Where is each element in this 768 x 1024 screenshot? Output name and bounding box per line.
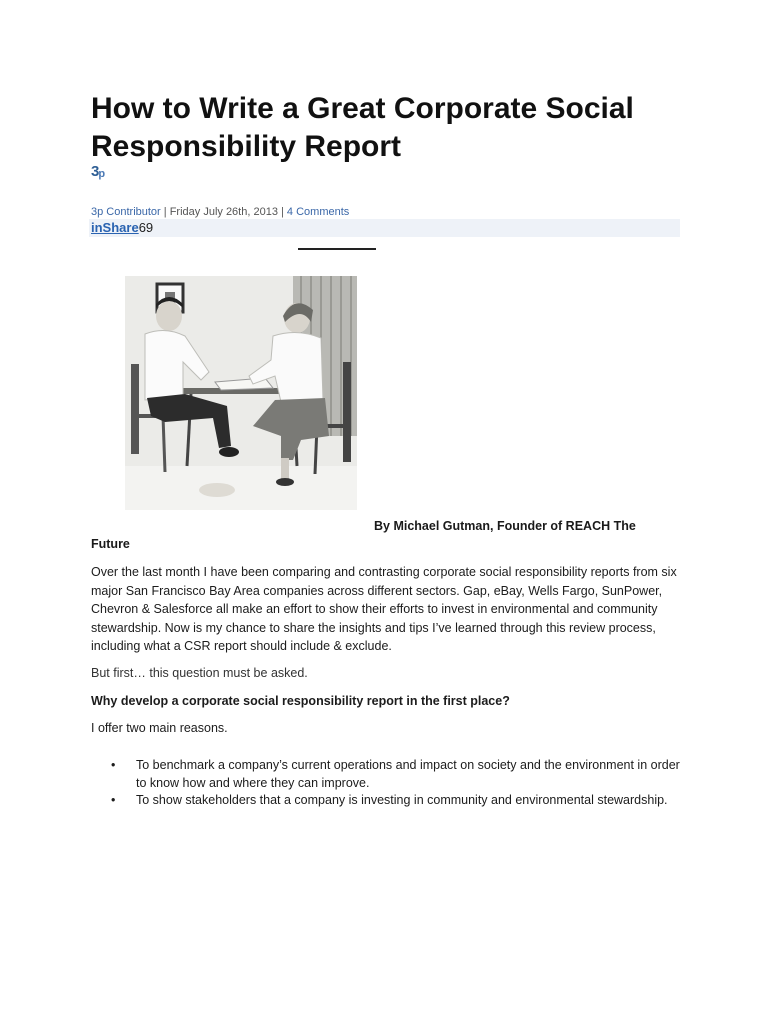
share-widget: [91, 219, 153, 237]
article-title: How to Write a Great Corporate Social Responsibility Report: [91, 92, 634, 163]
list-item: [91, 757, 683, 792]
list-item-text: To show stakeholders that a company is investing in community and environmental stewardship.: [136, 793, 668, 807]
share-count: 69: [138, 220, 154, 235]
photo-illustration: [125, 276, 357, 510]
list-item: [91, 792, 683, 810]
comments-link[interactable]: 4 Comments: [286, 206, 350, 218]
linkedin-share-button[interactable]: inShare: [91, 220, 139, 235]
list-item-text: To benchmark a company’s current operations and impact on society and the environment in order to know how and where they can improve.: [136, 758, 680, 790]
image-border-line: [298, 248, 376, 250]
intro-paragraph: Over the last month I have been comparing and contrasting corporate social responsibility reports from six major San Francisco Bay Area companies across different sectors. Gap, eBay, Wells Fargo, SunPower, Chevron & Salesforce all make an effort to show their efforts to invest in environmental and community stewardship. Now is my chance to share the insights and tips I’ve learned through this review process, including what a CSR report should include & exclude.: [91, 565, 677, 653]
3p-logo[interactable]: [91, 163, 104, 180]
bullet-icon: •: [111, 793, 116, 807]
logo-main: 3: [91, 163, 99, 180]
author-link[interactable]: 3p Contributor: [91, 206, 161, 218]
reasons-intro-paragraph: I offer two main reasons.: [91, 721, 228, 735]
share-bar: [89, 219, 680, 237]
bullet-icon: •: [111, 758, 116, 772]
meta-separator: |: [160, 206, 170, 218]
article-photo: [125, 276, 357, 510]
meta-separator: |: [277, 206, 287, 218]
logo-sub: p: [98, 168, 105, 180]
byline-line-1: By Michael Gutman, Founder of REACH The: [374, 519, 636, 533]
question-heading: Why develop a corporate social responsibility report in the first place?: [91, 694, 510, 708]
byline-line-2: Future: [91, 537, 130, 551]
article-meta: [91, 206, 349, 218]
publish-date: Friday July 26th, 2013: [169, 206, 278, 218]
reasons-list: [91, 757, 683, 810]
question-lead-paragraph: But first… this question must be asked.: [91, 666, 308, 680]
